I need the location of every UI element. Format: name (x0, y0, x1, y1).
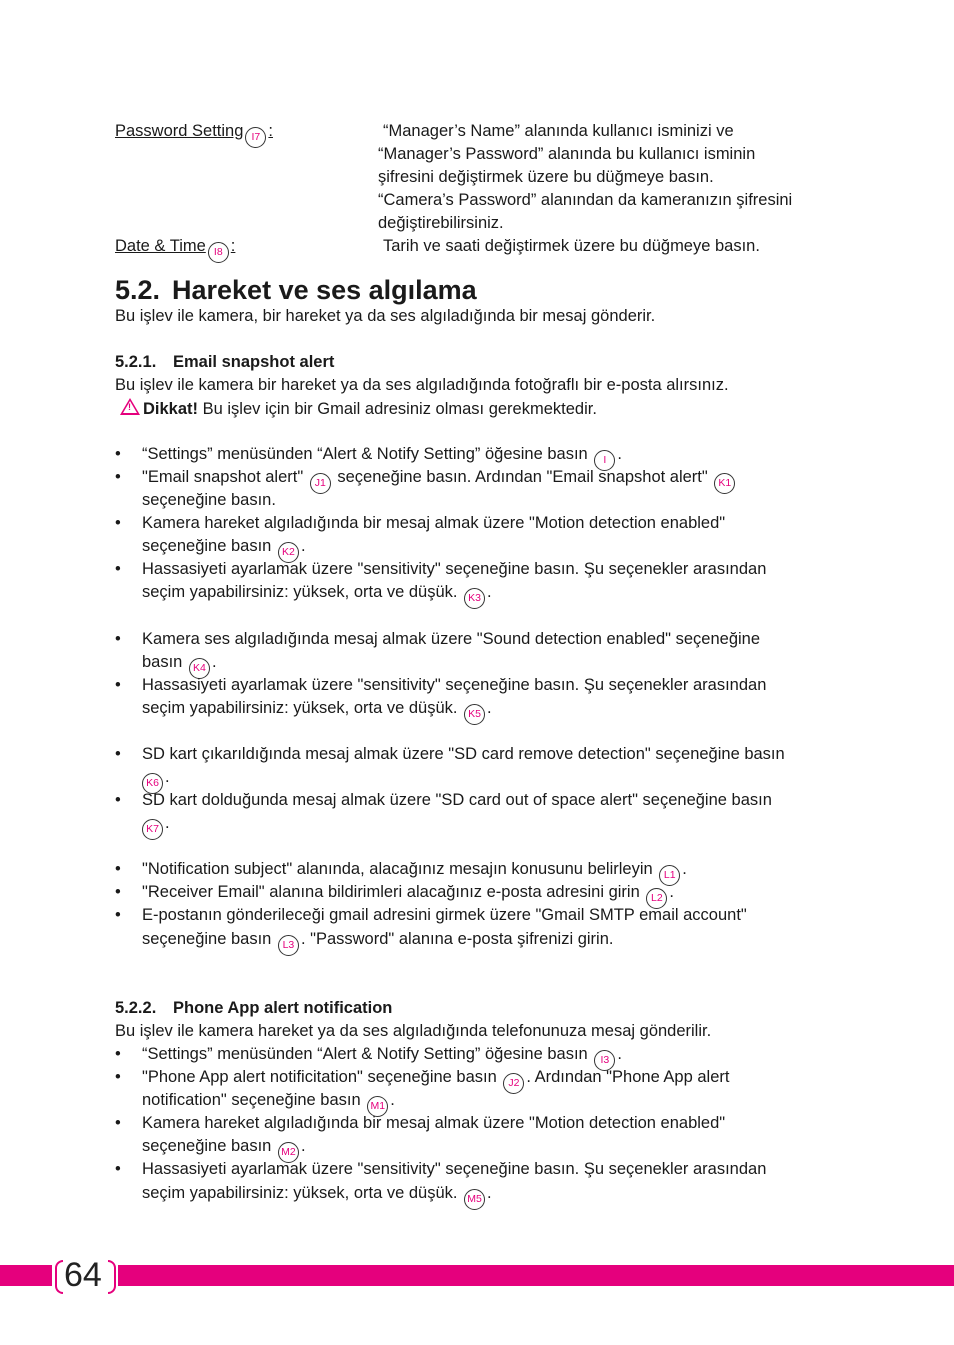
bullet: • (115, 445, 121, 463)
list-item: “Settings” menüsünden “Alert & Notify Setting” öğesine basın I3 . (142, 1043, 622, 1071)
date-time-label: Date & Time I8 : (115, 235, 235, 263)
list-item-cont: seçim yapabilirsiniz: yüksek, orta ve düşük. M5 . (142, 1182, 492, 1210)
list-item-cont: notification" seçeneğine basın M1 . (142, 1089, 395, 1117)
list-item-cont: seçeneğine basın K2 . (142, 535, 306, 563)
ref-badge: K5 (464, 704, 485, 725)
ref-badge-i8: I8 (208, 242, 229, 263)
list-item-cont: seçim yapabilirsiniz: yüksek, orta ve düşük. K5 . (142, 697, 492, 725)
list-item-cont: seçeneğine basın. (142, 491, 276, 509)
footer-bar-left (0, 1265, 52, 1286)
page-number-bracket-left (55, 1260, 63, 1294)
list-item-cont: seçeneğine basın L3 . "Password" alanına e-posta şifrenizi girin. (142, 928, 613, 956)
page-number-bracket-right (108, 1260, 116, 1294)
password-desc-line: değiştirebilirsiniz. (378, 214, 504, 232)
list-item-cont: K6 . (140, 766, 170, 794)
bullet: • (115, 560, 121, 578)
subsection-heading-phone: 5.2.2. Phone App alert notification (115, 999, 393, 1017)
section-intro: Bu işlev ile kamera, bir hareket ya da ses algıladığında bir mesaj gönderir. (115, 307, 656, 325)
list-item: Hassasiyeti ayarlamak üzere "sensitivity" seçeneğine basın. Şu seçenekler arasından (142, 560, 767, 578)
bullet: • (115, 791, 121, 809)
list-item: Hassasiyeti ayarlamak üzere "sensitivity" seçeneğine basın. Şu seçenekler arasından (142, 1160, 767, 1178)
ref-badge: K2 (278, 542, 299, 563)
footer-bar-right (118, 1265, 954, 1286)
ref-badge: K6 (142, 773, 163, 794)
ref-badge-i7: I7 (245, 127, 266, 148)
list-item: Kamera ses algıladığında mesaj almak üzere "Sound detection enabled" seçeneğine (142, 630, 761, 648)
ref-badge: J2 (503, 1073, 524, 1094)
ref-badge: M1 (367, 1096, 388, 1117)
warning-note: ! Dikkat! Bu işlev için bir Gmail adresiniz olması gerekmektedir. (120, 397, 597, 421)
bullet: • (115, 883, 121, 901)
list-item: "Phone App alert notificitation" seçeneğine basın J2 . Ardından "Phone App alert (142, 1066, 729, 1094)
list-item-cont: seçeneğine basın M2 . (142, 1135, 306, 1163)
bullet: • (115, 906, 121, 924)
list-item: "Notification subject" alanında, alacağınız mesajın konusunu belirleyin L1 . (142, 858, 687, 886)
password-setting-label: Password Setting I7 : (115, 120, 273, 148)
list-item: "Email snapshot alert" J1 seçeneğine basın. Ardından "Email snapshot alert" K1 (142, 466, 737, 494)
warning-icon: ! (120, 398, 140, 415)
ref-badge: K3 (464, 588, 485, 609)
bullet: • (115, 1068, 121, 1086)
ref-badge: I3 (594, 1050, 615, 1071)
phone-intro: Bu işlev ile kamera hareket ya da ses algıladığında telefonunuza mesaj gönderilir. (115, 1022, 712, 1040)
ref-badge: I (594, 450, 615, 471)
ref-badge: L1 (659, 865, 680, 886)
ref-badge: L3 (278, 935, 299, 956)
bullet: • (115, 630, 121, 648)
list-item: "Receiver Email" alanına bildirimleri alacağınız e-posta adresini girin L2 . (142, 881, 674, 909)
list-item: Kamera hareket algıladığında bir mesaj almak üzere "Motion detection enabled" (142, 514, 726, 532)
password-desc-line: “Manager’s Name” alanında kullanıcı isminizi ve (383, 122, 734, 140)
bullet: • (115, 860, 121, 878)
list-item: E-postanın gönderileceği gmail adresini girmek üzere "Gmail SMTP email account" (142, 906, 747, 924)
bullet: • (115, 468, 121, 486)
ref-badge: K4 (189, 658, 210, 679)
ref-badge: K7 (142, 819, 163, 840)
bullet: • (115, 745, 121, 763)
bullet: • (115, 676, 121, 694)
date-time-desc: Tarih ve saati değiştirmek üzere bu düğmeye basın. (383, 237, 760, 255)
list-item-cont: seçim yapabilirsiniz: yüksek, orta ve düşük. K3 . (142, 581, 492, 609)
bullet: • (115, 1045, 121, 1063)
password-desc-line: “Manager’s Password” alanında bu kullanıcı isminin (378, 145, 756, 163)
ref-badge: K1 (714, 473, 735, 494)
bullet: • (115, 1160, 121, 1178)
list-item: Hassasiyeti ayarlamak üzere "sensitivity" seçeneğine basın. Şu seçenekler arasından (142, 676, 767, 694)
subsection-heading-email: 5.2.1. Email snapshot alert (115, 353, 335, 371)
email-intro: Bu işlev ile kamera bir hareket ya da ses algıladığında fotoğraflı bir e-posta alırsınız. (115, 376, 729, 394)
bullet: • (115, 1114, 121, 1132)
ref-badge: M2 (278, 1142, 299, 1163)
page-number: 64 (64, 1256, 102, 1294)
password-desc-line: şifresini değiştirmek üzere bu düğmeye basın. (378, 168, 714, 186)
section-heading: 5.2. Hareket ve ses algılama (115, 275, 477, 305)
list-item-cont: basın K4 . (142, 651, 217, 679)
password-desc-line: “Camera’s Password” alanından da kameranızın şifresini (378, 191, 793, 209)
ref-badge: J1 (310, 473, 331, 494)
list-item: “Settings” menüsünden “Alert & Notify Setting” öğesine basın I . (142, 443, 622, 471)
ref-badge: L2 (646, 888, 667, 909)
list-item-cont: K7 . (140, 812, 170, 840)
list-item: Kamera hareket algıladığında bir mesaj almak üzere "Motion detection enabled" (142, 1114, 726, 1132)
list-item: SD kart çıkarıldığında mesaj almak üzere "SD card remove detection" seçeneğine basın (142, 745, 785, 763)
ref-badge: M5 (464, 1189, 485, 1210)
bullet: • (115, 514, 121, 532)
list-item: SD kart dolduğunda mesaj almak üzere "SD card out of space alert" seçeneğine basın (142, 791, 772, 809)
